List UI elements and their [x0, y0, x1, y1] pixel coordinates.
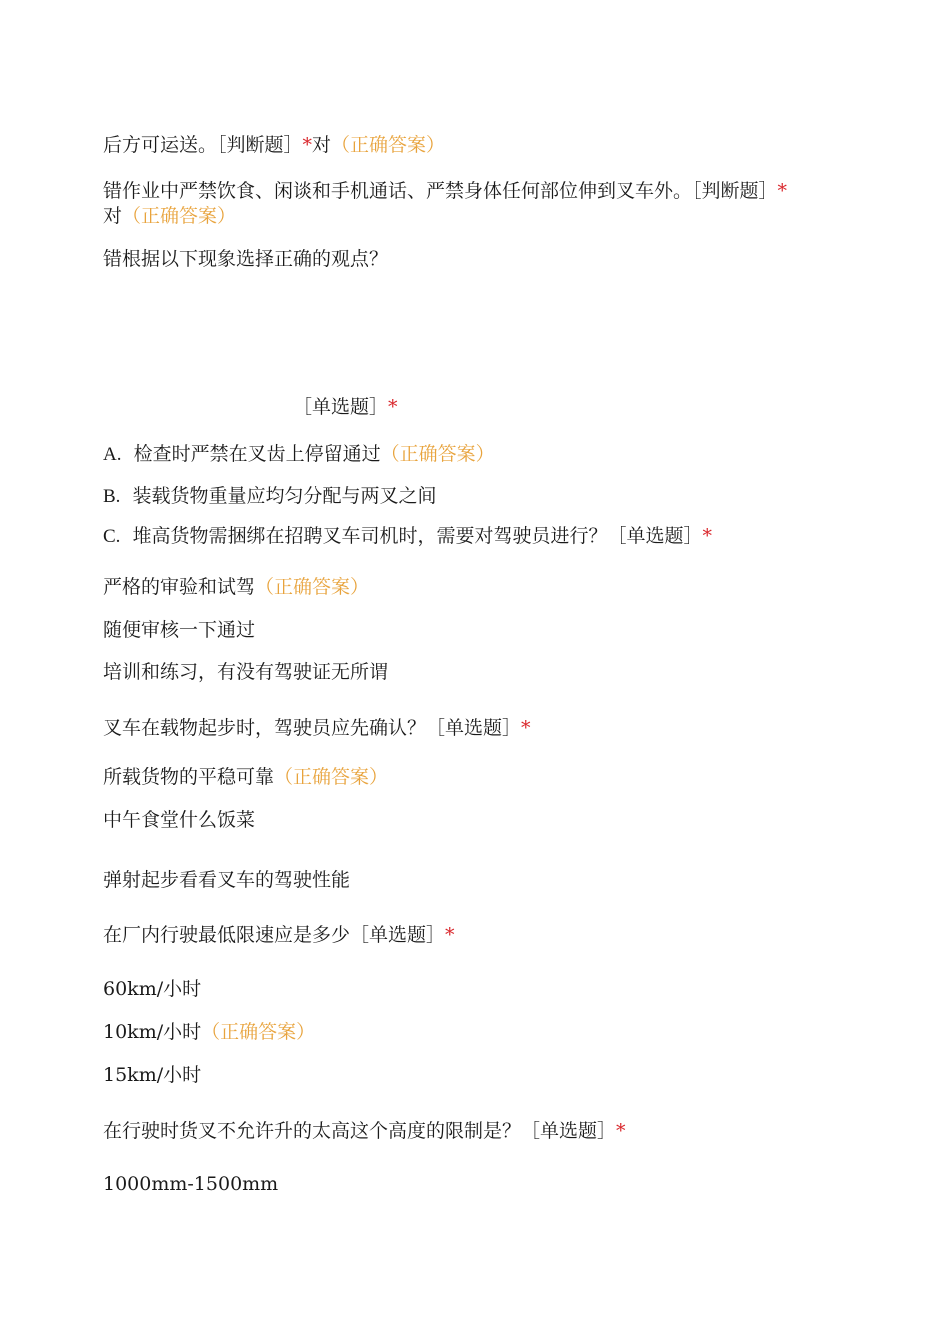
question-6 [103, 922, 455, 948]
question-text: 叉车在载物起步时，驾驶员应先确认？［单选题］ [103, 717, 522, 739]
q6-option-3 [103, 1062, 201, 1088]
option-text: 对 [103, 205, 123, 227]
option-text: 弹射起步看看叉车的驾驶性能 [103, 869, 351, 891]
required-star: * [616, 1120, 626, 1142]
option-text: 随便审核一下通过 [103, 619, 256, 641]
question-2-option [103, 203, 236, 229]
correct-answer-tag: （正确答案） [380, 443, 495, 465]
correct-answer-tag: （正确答案） [331, 134, 446, 156]
q6-option-2 [103, 1019, 315, 1045]
q4-option-3 [103, 659, 388, 685]
option-text: 对 [312, 134, 332, 156]
correct-answer-tag: （正确答案） [122, 205, 237, 227]
question-text: 后方可运送。［判断题］ [103, 134, 303, 156]
q4-option-1 [103, 574, 369, 600]
question-text: 错作业中严禁饮食、闲谈和手机通话、严禁身体任何部位伸到叉车外。［判断题］ [103, 180, 778, 202]
option-text: 15km/小时 [103, 1064, 202, 1086]
option-text: 培训和练习，有没有驾驶证无所谓 [103, 661, 389, 683]
question-text: 在厂内行驶最低限速应是多少［单选题］ [103, 924, 446, 946]
correct-answer-tag: （正确答案） [201, 1021, 316, 1043]
correct-answer-tag: （正确答案） [274, 766, 389, 788]
q7-option-1 [103, 1171, 278, 1197]
option-letter: A. [103, 444, 122, 465]
question-2 [103, 178, 787, 204]
q4-option-2 [103, 617, 255, 643]
option-text: 堆高货物需捆绑在招聘叉车司机时，需要对驾驶员进行？［单选题］ [132, 525, 703, 547]
question-text: 在行驶时货叉不允许升的太高这个高度的限制是？［单选题］ [103, 1120, 617, 1142]
q5-option-2 [103, 807, 255, 833]
q5-option-3 [103, 867, 350, 893]
required-star: * [302, 134, 313, 156]
option-text: 所载货物的平稳可靠 [103, 766, 275, 788]
required-star: * [388, 396, 398, 418]
q6-option-1 [103, 976, 201, 1002]
q5-option-1 [103, 764, 388, 790]
option-text: 60km/小时 [103, 978, 202, 1000]
question-3-type [293, 394, 398, 420]
required-star: * [702, 525, 713, 547]
question-type-label: ［单选题］ [293, 396, 389, 418]
required-star: * [777, 180, 788, 202]
question-1 [103, 132, 445, 158]
question-3 [103, 246, 388, 272]
question-text: 错根据以下现象选择正确的观点？ [103, 248, 389, 270]
option-text: 1000mm-1500mm [103, 1173, 279, 1195]
question-5 [103, 715, 531, 741]
option-text: 检查时严禁在叉齿上停留通过 [133, 443, 381, 465]
option-text: 严格的审验和试驾 [103, 576, 256, 598]
option-b [103, 483, 437, 510]
correct-answer-tag: （正确答案） [255, 576, 370, 598]
question-7 [103, 1118, 626, 1144]
option-letter: B. [103, 486, 121, 507]
option-letter: C. [103, 526, 121, 547]
option-c [103, 523, 712, 550]
option-text: 装载货物重量应均匀分配与两叉之间 [132, 485, 437, 507]
option-text: 10km/小时 [103, 1021, 202, 1043]
required-star: * [521, 717, 531, 739]
option-a [103, 441, 495, 468]
option-text: 中午食堂什么饭菜 [103, 809, 256, 831]
required-star: * [445, 924, 455, 946]
